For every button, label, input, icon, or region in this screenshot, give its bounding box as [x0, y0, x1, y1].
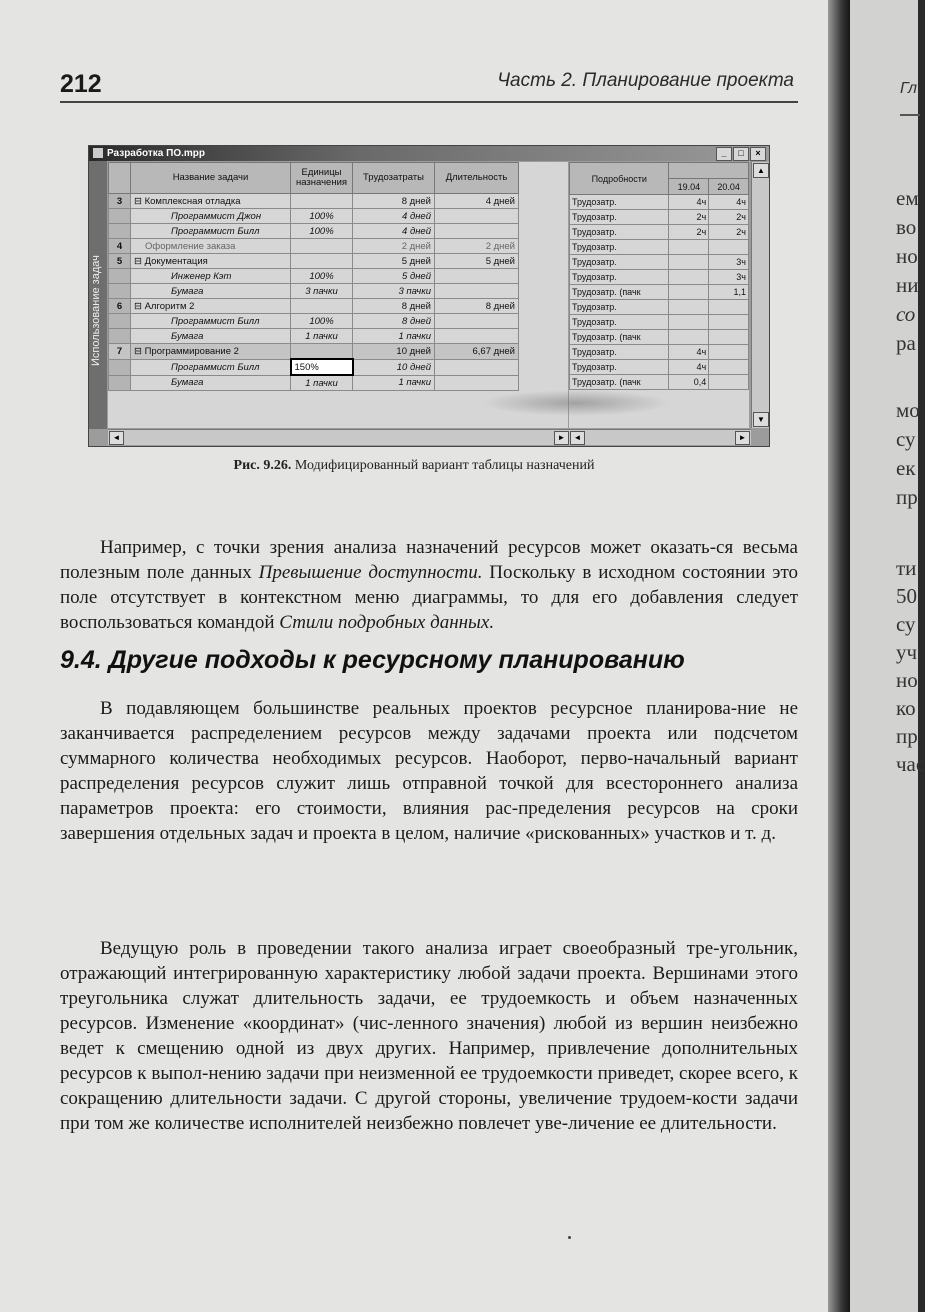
- work-cell[interactable]: 10 дней: [353, 344, 435, 360]
- facing-page-fragment: ек: [896, 456, 916, 480]
- details-label: Трудозатр.: [570, 225, 669, 240]
- maximize-button[interactable]: □: [733, 147, 749, 161]
- book-gutter: [828, 0, 850, 1312]
- speck: [568, 1236, 571, 1239]
- page-number: 212: [60, 70, 102, 98]
- details-label: Трудозатр.: [570, 270, 669, 285]
- work-cell[interactable]: 2 дней: [353, 239, 435, 254]
- task-name[interactable]: ⊟ Комплексная отладка: [131, 194, 291, 209]
- duration-cell[interactable]: [435, 209, 519, 224]
- para1-emphasis: Стили подробных данных.: [279, 612, 495, 633]
- scroll-up-icon[interactable]: ▲: [753, 163, 769, 178]
- work-cell[interactable]: 5 дней: [353, 269, 435, 284]
- day-value[interactable]: 4ч: [669, 195, 709, 210]
- duration-cell[interactable]: 8 дней: [435, 299, 519, 314]
- units-cell[interactable]: [291, 194, 353, 209]
- minimize-button[interactable]: _: [716, 147, 732, 161]
- details-row[interactable]: [570, 270, 749, 285]
- table-row[interactable]: [109, 344, 519, 360]
- duration-cell[interactable]: [435, 224, 519, 239]
- day-value[interactable]: [669, 300, 709, 315]
- row-id: [109, 284, 131, 299]
- duration-cell[interactable]: [435, 314, 519, 329]
- task-name[interactable]: Бумага: [131, 284, 291, 299]
- units-cell[interactable]: 3 пачки: [291, 284, 353, 299]
- column-header-id[interactable]: [109, 163, 131, 194]
- details-label: Трудозатр.: [570, 240, 669, 255]
- details-row[interactable]: [570, 345, 749, 360]
- day-value[interactable]: [669, 240, 709, 255]
- details-row[interactable]: [570, 330, 749, 345]
- details-label: Трудозатр.: [570, 195, 669, 210]
- facing-page-fragment: во: [896, 215, 917, 239]
- facing-page-fragment: ем: [896, 186, 919, 210]
- units-cell[interactable]: 100%: [291, 224, 353, 239]
- facing-page-fragment: мо: [896, 398, 920, 422]
- table-row[interactable]: [109, 359, 519, 375]
- day-value[interactable]: [709, 330, 749, 345]
- units-cell[interactable]: 100%: [291, 314, 353, 329]
- table-row[interactable]: [109, 375, 519, 391]
- close-button[interactable]: ×: [750, 147, 766, 161]
- details-row[interactable]: [570, 195, 749, 210]
- caption-text: Модифицированный вариант таблицы назначений: [294, 458, 595, 473]
- task-name[interactable]: ⊟ Программирование 2: [131, 344, 291, 360]
- work-cell[interactable]: 10 дней: [353, 359, 435, 375]
- units-cell[interactable]: [291, 254, 353, 269]
- work-cell[interactable]: 1 пачки: [353, 375, 435, 391]
- window-title: Разработка ПО.mpp: [107, 148, 205, 159]
- day-value[interactable]: 2ч: [709, 210, 749, 225]
- details-row[interactable]: [570, 375, 749, 390]
- facing-page-fragment: уч: [896, 640, 918, 664]
- facing-page-fragment: ти: [896, 556, 917, 580]
- units-stepper-input[interactable]: 150%: [291, 359, 353, 375]
- units-cell[interactable]: 1 пачки: [291, 375, 353, 391]
- table-row[interactable]: [109, 269, 519, 284]
- task-name[interactable]: Программист Билл: [131, 224, 291, 239]
- facing-page-fragment: 50: [896, 584, 917, 608]
- app-icon: [93, 148, 103, 158]
- figure-caption: [0, 458, 828, 474]
- task-name[interactable]: ⊟ Алгоритм 2: [131, 299, 291, 314]
- task-name[interactable]: Оформление заказа: [131, 239, 291, 254]
- table-row[interactable]: [109, 314, 519, 329]
- day-value[interactable]: [709, 345, 749, 360]
- day-value[interactable]: [709, 240, 749, 255]
- paragraph-3: Ведущую роль в проведении такого анализа играет своеобразный тре-угольник, отражающий интегрированную характеристику любой задачи проекта. Вершинами этого треугольника служат длительность задачи, ее трудоемкость и объем назначенных ресурсов. Изменение «координат» (чис-ленного значения) любой из вершин неизбежно ведет к смещению одной из двух других. Например, привлечение дополнительных ресурсов к выпол-нению задачи при неизменной ее трудоемкости приведет, скорее всего, к сокращению длительности задачи. С другой стороны, увеличение трудоем-кости задачи при том же количестве исполнителей неизбежно повлечет уве-личение ее длительности.: [60, 938, 798, 1134]
- window-titlebar: [89, 146, 769, 161]
- window-controls: [716, 147, 766, 160]
- table-row[interactable]: [109, 254, 519, 269]
- duration-cell[interactable]: 2 дней: [435, 239, 519, 254]
- work-cell[interactable]: 4 дней: [353, 209, 435, 224]
- table-row[interactable]: [109, 284, 519, 299]
- row-id: 3: [109, 194, 131, 209]
- details-row[interactable]: [570, 315, 749, 330]
- facing-page-fragment: час: [896, 752, 925, 776]
- day-value[interactable]: [709, 375, 749, 390]
- view-bar[interactable]: [89, 161, 107, 429]
- units-cell[interactable]: [291, 344, 353, 360]
- column-header-work[interactable]: Трудозатраты: [353, 163, 435, 194]
- facing-page: [850, 0, 925, 1312]
- details-label: Трудозатр.: [570, 315, 669, 330]
- work-cell[interactable]: 8 дней: [353, 299, 435, 314]
- duration-cell[interactable]: [435, 269, 519, 284]
- row-id: [109, 269, 131, 284]
- day-value[interactable]: 2ч: [709, 225, 749, 240]
- row-id: 5: [109, 254, 131, 269]
- para1-text: Например, с точки зрения анализа назначений ресурсов может оказать-ся весьма полезным поле данных: [60, 537, 798, 583]
- section-heading: 9.4. Другие подходы к ресурсному планированию: [60, 646, 685, 674]
- task-name[interactable]: Инженер Кэт: [131, 269, 291, 284]
- table-row[interactable]: [109, 224, 519, 239]
- day-value[interactable]: [669, 285, 709, 300]
- units-cell[interactable]: [291, 299, 353, 314]
- facing-page-fragment: пр: [896, 485, 918, 509]
- work-cell[interactable]: 4 дней: [353, 224, 435, 239]
- day-value[interactable]: [709, 300, 749, 315]
- task-name[interactable]: Программист Билл: [131, 314, 291, 329]
- vertical-scrollbar[interactable]: [751, 162, 769, 428]
- row-id: [109, 359, 131, 375]
- day-value[interactable]: 4ч: [669, 360, 709, 375]
- para1-emphasis: Превышение доступности.: [258, 562, 483, 583]
- work-cell[interactable]: 3 пачки: [353, 284, 435, 299]
- row-id: 6: [109, 299, 131, 314]
- task-name[interactable]: Бумага: [131, 329, 291, 344]
- table-row[interactable]: [109, 329, 519, 344]
- day-value[interactable]: 4ч: [669, 345, 709, 360]
- facing-page-fragment: но: [896, 668, 918, 692]
- day-value[interactable]: [669, 270, 709, 285]
- scroll-left-icon[interactable]: ◄: [570, 431, 585, 445]
- task-name[interactable]: Программист Джон: [131, 209, 291, 224]
- row-id: [109, 209, 131, 224]
- duration-cell[interactable]: [435, 375, 519, 391]
- para1-text: Поскольку в исходном состоянии это поле отсутствует в контекстном меню диаграммы, то для его добавления следует воспользоваться командой: [60, 562, 799, 633]
- duration-cell[interactable]: 6,67 дней: [435, 344, 519, 360]
- facing-page-rule: [900, 114, 920, 116]
- duration-cell[interactable]: [435, 284, 519, 299]
- row-id: [109, 375, 131, 391]
- timephased-grid: [569, 162, 749, 428]
- table-row[interactable]: [109, 239, 519, 254]
- scroll-down-icon[interactable]: ▼: [753, 412, 769, 427]
- table-row[interactable]: [109, 209, 519, 224]
- task-name[interactable]: Бумага: [131, 375, 291, 391]
- day-value[interactable]: [709, 315, 749, 330]
- units-cell[interactable]: [291, 239, 353, 254]
- details-row[interactable]: [570, 300, 749, 315]
- duration-cell[interactable]: 5 дней: [435, 254, 519, 269]
- duration-cell[interactable]: [435, 329, 519, 344]
- row-id: 4: [109, 239, 131, 254]
- task-name[interactable]: ⊟ Документация: [131, 254, 291, 269]
- horizontal-scrollbar[interactable]: [108, 429, 751, 445]
- details-label: Трудозатр. (пачк: [570, 330, 669, 345]
- day-value[interactable]: 3ч: [709, 270, 749, 285]
- facing-page-fragment: ни: [896, 273, 919, 297]
- details-label: Трудозатр.: [570, 300, 669, 315]
- details-row[interactable]: [570, 285, 749, 300]
- facing-page-fragment: пр: [896, 724, 918, 748]
- week-header: [669, 163, 749, 179]
- row-id: [109, 329, 131, 344]
- facing-page-fragment: су: [896, 427, 916, 451]
- row-id: [109, 314, 131, 329]
- facing-page-fragment: ко: [896, 696, 916, 720]
- header-rule: [60, 101, 798, 103]
- day-value[interactable]: 2ч: [669, 210, 709, 225]
- day-value[interactable]: 2ч: [669, 225, 709, 240]
- column-header-units[interactable]: Единицы назначения: [291, 163, 353, 194]
- paragraph-2: В подавляющем большинстве реальных проектов ресурсное планирова-ние не заканчивается распределением ресурсов между задачами проекта или подсчетом суммарного количества необходимых ресурсов. Наоборот, перво-начальный вариант распределения ресурсов служит лишь отправной точкой для всестороннего анализа параметров проекта: его стоимости, влияния рас-пределения ресурсов на сроки завершения отдельных задач и проекта в целом, наличие «рискованных» участков и т. д.: [60, 698, 798, 844]
- facing-page-fragment: ра: [896, 331, 916, 355]
- units-cell[interactable]: 100%: [291, 269, 353, 284]
- details-label: Трудозатр. (пачк: [570, 375, 669, 390]
- units-cell[interactable]: 100%: [291, 209, 353, 224]
- day-value[interactable]: [669, 255, 709, 270]
- column-header-name[interactable]: Название задачи: [131, 163, 291, 194]
- view-bar-label: Использование задач: [90, 255, 102, 367]
- highlight-callout: [481, 390, 671, 416]
- units-cell[interactable]: 1 пачки: [291, 329, 353, 344]
- assignment-table: [108, 162, 568, 428]
- column-header-duration[interactable]: Длительность: [435, 163, 519, 194]
- details-row[interactable]: [570, 210, 749, 225]
- date-header: 20.04: [709, 179, 749, 195]
- day-value[interactable]: 4ч: [709, 195, 749, 210]
- duration-cell[interactable]: 4 дней: [435, 194, 519, 209]
- app-window-screenshot: [88, 145, 770, 447]
- details-label: Трудозатр.: [570, 210, 669, 225]
- details-label: Трудозатр.: [570, 345, 669, 360]
- day-value[interactable]: [669, 315, 709, 330]
- scroll-left-icon[interactable]: ◄: [109, 431, 124, 445]
- date-header: 19.04: [669, 179, 709, 195]
- facing-page-header: Гл: [900, 80, 918, 97]
- paragraph-1: [60, 535, 798, 635]
- row-id: 7: [109, 344, 131, 360]
- details-row[interactable]: [570, 360, 749, 375]
- day-value[interactable]: [709, 360, 749, 375]
- day-value[interactable]: 0,4: [669, 375, 709, 390]
- task-name[interactable]: Программист Билл: [131, 359, 291, 375]
- work-cell[interactable]: 1 пачки: [353, 329, 435, 344]
- details-row[interactable]: [570, 240, 749, 255]
- day-value[interactable]: [669, 330, 709, 345]
- table-row[interactable]: [109, 299, 519, 314]
- details-label: Трудозатр. (пачк: [570, 285, 669, 300]
- day-value[interactable]: 1,1: [709, 285, 749, 300]
- table-row[interactable]: [109, 194, 519, 209]
- details-row[interactable]: [570, 255, 749, 270]
- details-row[interactable]: [570, 225, 749, 240]
- facing-page-fragment: су: [896, 612, 916, 636]
- details-header[interactable]: Подробности: [570, 163, 669, 195]
- running-title: Часть 2. Планирование проекта: [497, 70, 794, 91]
- work-cell[interactable]: 8 дней: [353, 194, 435, 209]
- scroll-right-icon[interactable]: ►: [554, 431, 569, 445]
- details-label: Трудозатр.: [570, 360, 669, 375]
- facing-page-fragment: но: [896, 244, 918, 268]
- caption-label: Рис. 9.26.: [233, 458, 292, 473]
- day-value[interactable]: 3ч: [709, 255, 749, 270]
- details-label: Трудозатр.: [570, 255, 669, 270]
- facing-page-fragment: со: [896, 302, 916, 326]
- work-cell[interactable]: 8 дней: [353, 314, 435, 329]
- work-cell[interactable]: 5 дней: [353, 254, 435, 269]
- duration-cell[interactable]: [435, 359, 519, 375]
- scroll-right-icon[interactable]: ►: [735, 431, 750, 445]
- row-id: [109, 224, 131, 239]
